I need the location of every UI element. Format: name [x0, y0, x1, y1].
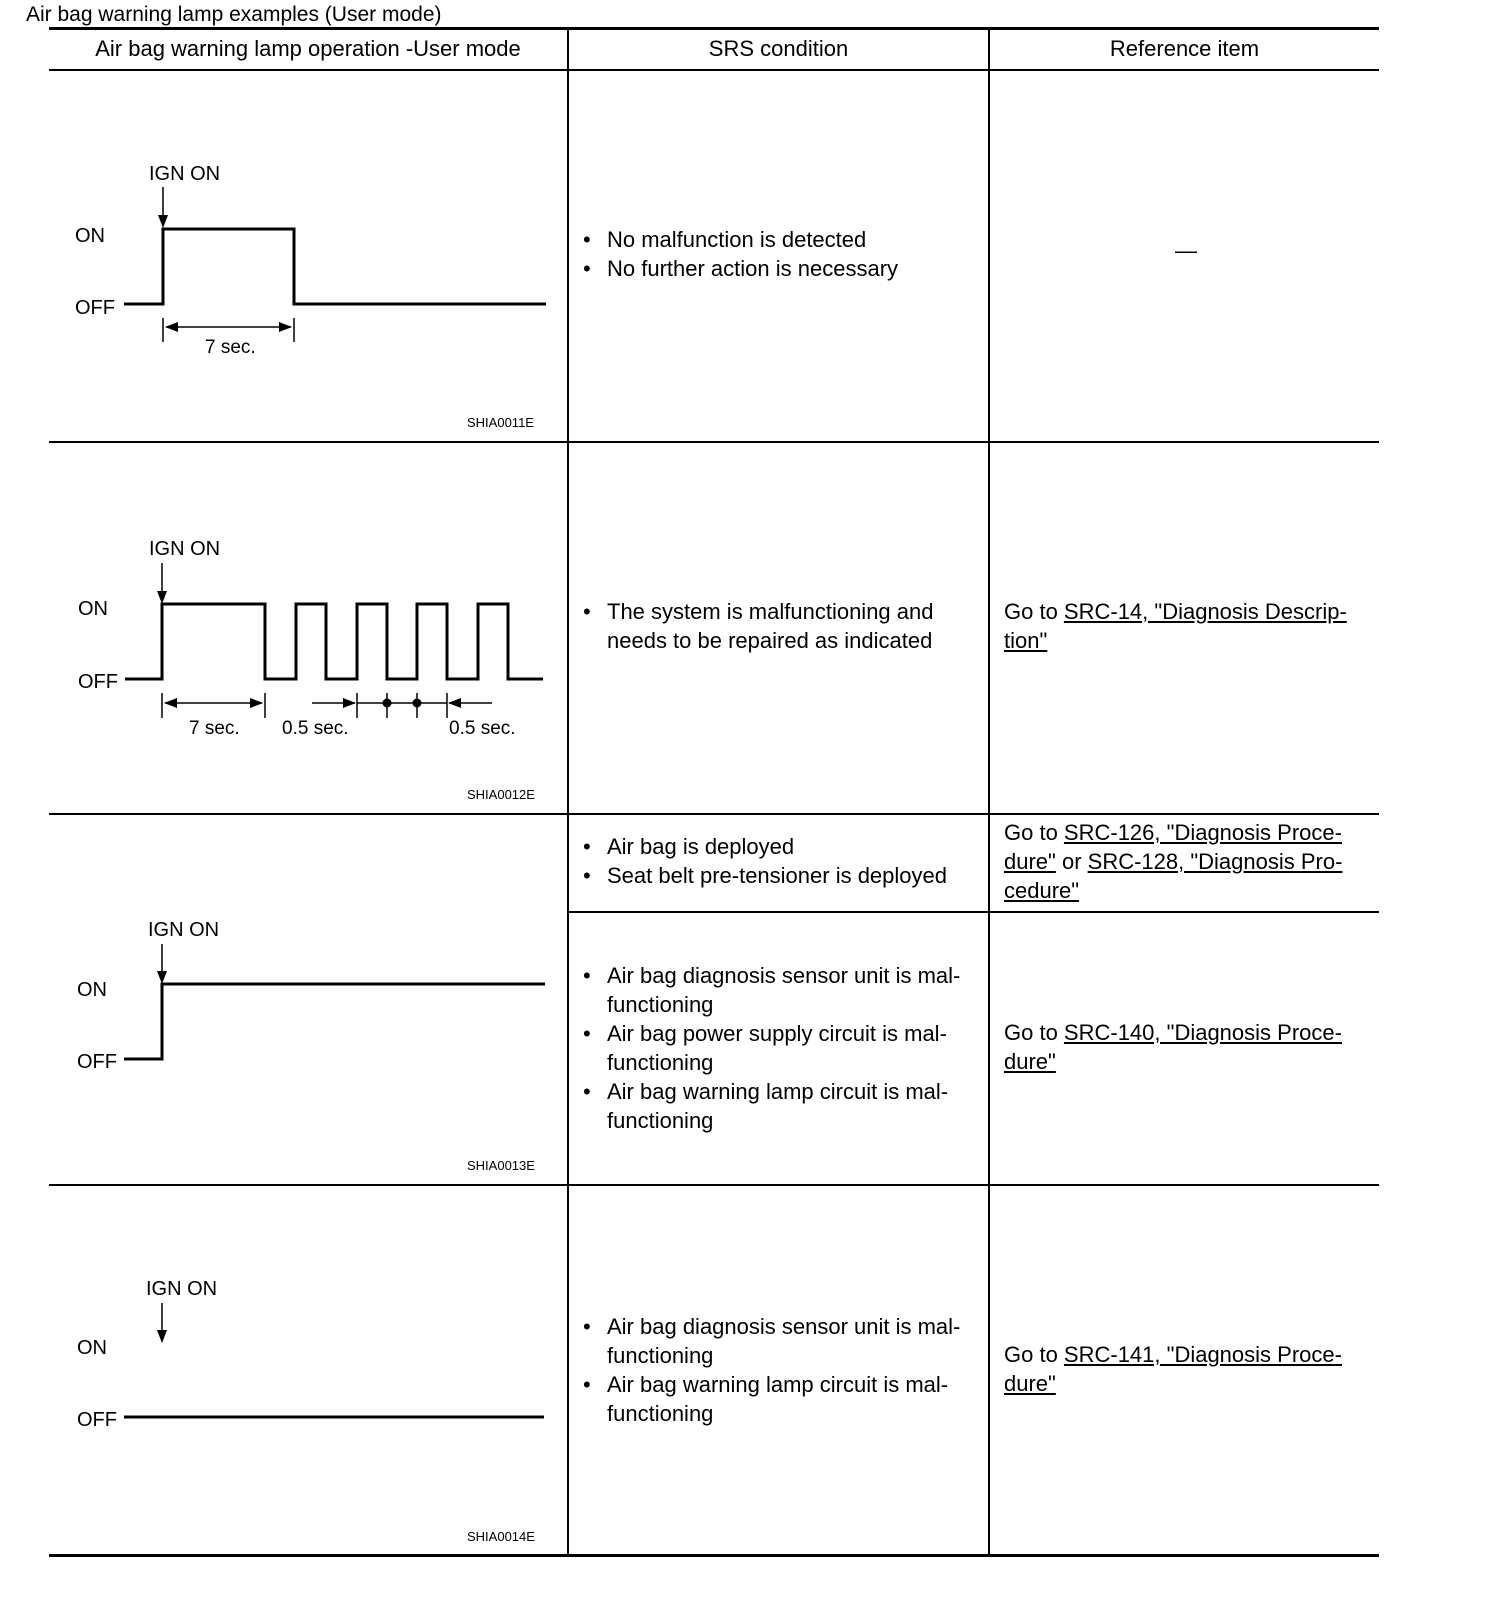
- list-item: • Air bag warning lamp circuit is mal- functioning: [583, 1372, 949, 1426]
- bullet: •: [583, 256, 591, 281]
- list-item: • No malfunction is detected: [583, 227, 867, 252]
- off-label: OFF: [78, 671, 118, 693]
- list-item: • No further action is necessary: [583, 256, 899, 281]
- reference-link[interactable]: dure": [1004, 849, 1056, 874]
- figure-code: SHIA0011E: [467, 415, 534, 430]
- timing-label: 0.5 sec.: [449, 718, 516, 739]
- bullet: •: [583, 834, 591, 859]
- figure-code: SHIA0013E: [467, 1158, 535, 1173]
- off-label: OFF: [77, 1051, 117, 1073]
- bullet: •: [583, 599, 591, 624]
- list-item: • Air bag diagnosis sensor unit is mal- functioning: [583, 963, 961, 1017]
- reference-row3a: Go to SRC-126, "Diagnosis Proce- dure" or SRC-128, "Diagnosis Pro- cedure": [1004, 820, 1343, 903]
- reference-none: —: [1175, 238, 1197, 263]
- reference-row2: Go to SRC-14, "Diagnosis Descrip- tion": [1004, 599, 1347, 653]
- on-label: ON: [77, 979, 107, 1001]
- on-label: ON: [75, 225, 105, 247]
- srs-condition-row3b: [569, 961, 984, 1135]
- list-item: • Seat belt pre-tensioner is deployed: [583, 863, 947, 888]
- srs-condition-row2: [569, 597, 984, 655]
- figure-code: SHIA0012E: [467, 787, 535, 802]
- reference-link[interactable]: SRC-14, "Diagnosis Descrip-: [1063, 599, 1347, 624]
- list-item: • Air bag is deployed: [583, 834, 795, 859]
- bullet: •: [583, 1021, 591, 1046]
- reference-link[interactable]: SRC-128, "Diagnosis Pro-: [1087, 849, 1343, 874]
- on-label: ON: [77, 1337, 107, 1359]
- reference-row3b: Go to SRC-140, "Diagnosis Proce- dure": [1004, 1020, 1342, 1074]
- reference-link[interactable]: SRC-141, "Diagnosis Proce-: [1063, 1342, 1342, 1367]
- reference-link[interactable]: tion": [1004, 628, 1048, 653]
- srs-condition-row3a: [569, 832, 984, 890]
- list-item: • The system is malfunctioning and needs to be repaired as indicated: [583, 599, 934, 653]
- timing-label: 0.5 sec.: [282, 718, 349, 739]
- on-label: ON: [78, 598, 108, 620]
- page-title: Air bag warning lamp examples (User mode): [26, 3, 442, 26]
- figure-code: SHIA0014E: [467, 1529, 535, 1544]
- list-item: • Air bag power supply circuit is mal- functioning: [583, 1021, 947, 1075]
- ign-on-label: IGN ON: [149, 538, 221, 560]
- bullet: •: [583, 1314, 591, 1339]
- bullet: •: [583, 1372, 591, 1397]
- list-item: • Air bag diagnosis sensor unit is mal- functioning: [583, 1314, 961, 1368]
- ign-on-label: IGN ON: [146, 1278, 218, 1300]
- srs-condition-row1: [569, 225, 984, 283]
- ign-on-label: IGN ON: [148, 919, 220, 941]
- list-item: • Air bag warning lamp circuit is mal- functioning: [583, 1079, 949, 1133]
- timing-label: 7 sec.: [205, 337, 256, 358]
- reference-link[interactable]: dure": [1004, 1049, 1056, 1074]
- bullet: •: [583, 227, 591, 252]
- bullet: •: [583, 1079, 591, 1104]
- srs-condition-row4: [569, 1312, 984, 1428]
- reference-link[interactable]: SRC-140, "Diagnosis Proce-: [1063, 1020, 1342, 1045]
- bullet: •: [583, 963, 591, 988]
- off-label: OFF: [75, 297, 115, 319]
- reference-link[interactable]: dure": [1004, 1371, 1056, 1396]
- header-lamp-operation: Air bag warning lamp operation -User mode: [95, 36, 521, 61]
- timing-label: 7 sec.: [189, 718, 240, 739]
- reference-link[interactable]: cedure": [1004, 878, 1080, 903]
- reference-link[interactable]: SRC-126, "Diagnosis Proce-: [1063, 820, 1342, 845]
- header-reference-item: Reference item: [1109, 36, 1260, 61]
- bullet: •: [583, 863, 591, 888]
- off-label: OFF: [77, 1409, 117, 1431]
- header-srs-condition: SRS condition: [708, 36, 849, 61]
- reference-row4: Go to SRC-141, "Diagnosis Proce- dure": [1004, 1342, 1342, 1396]
- ign-on-label: IGN ON: [149, 163, 221, 185]
